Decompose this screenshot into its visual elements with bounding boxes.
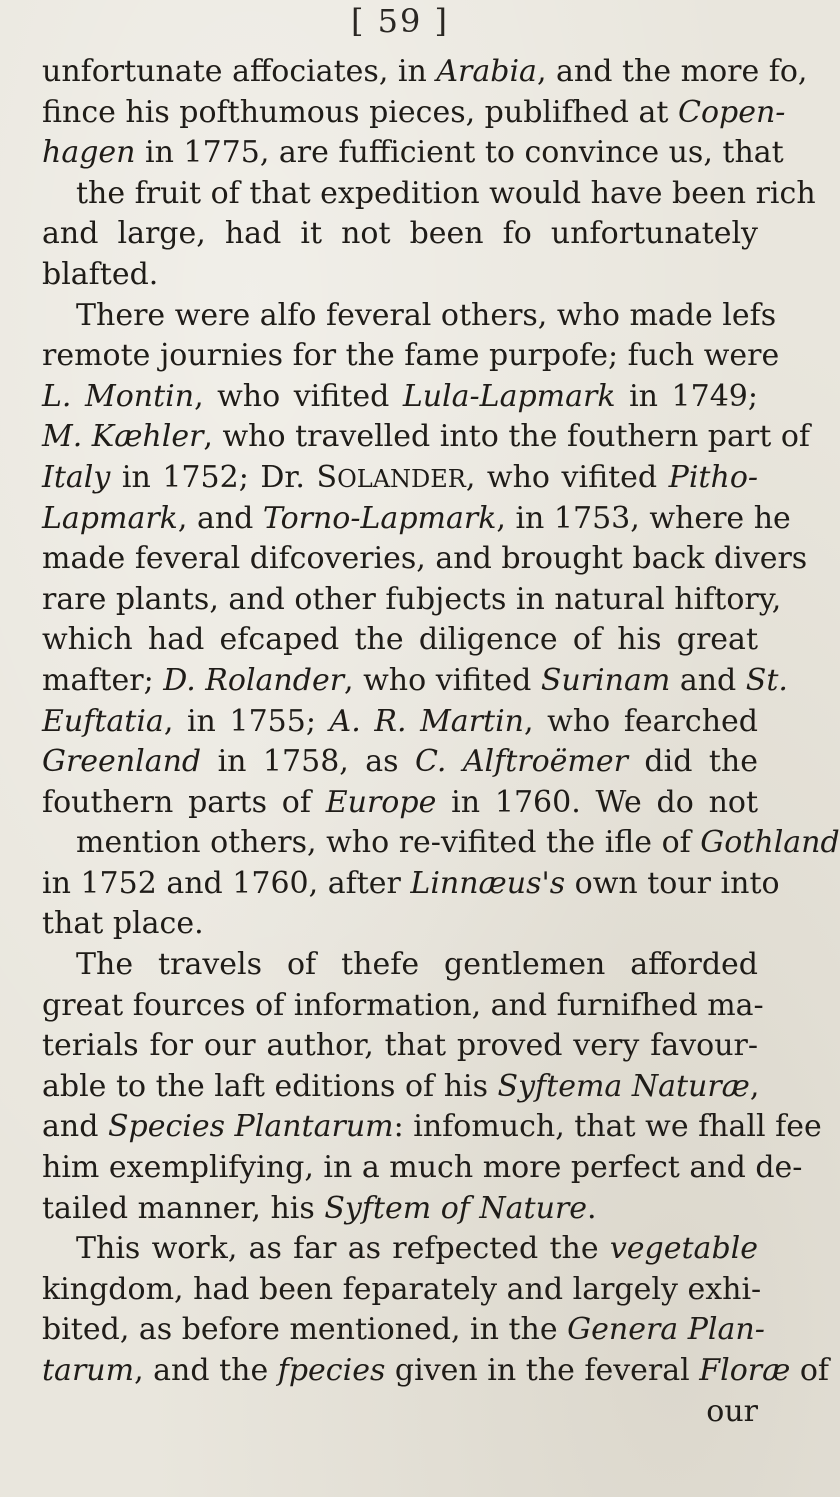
text-line: There were alfo feveral others, who made lefs: [76, 297, 777, 333]
text-line: tarum, and the fpecies given in the feveral Floræ of: [42, 1353, 830, 1388]
text-line: fouthern parts of Europe in 1760. We do not: [42, 784, 759, 820]
text-line: This work, as far as refpected the vegetable: [76, 1231, 758, 1267]
page-number: [ 59 ]: [350, 2, 450, 40]
text-line: rare plants, and other fubjects in natural hiftory,: [42, 581, 782, 617]
text-line: Euftatia, in 1755; A. R. Martin, who fearched: [42, 703, 758, 739]
text-line: that place.: [42, 906, 204, 942]
text-line: him exemplifying, in a much more perfect and de-: [42, 1150, 803, 1186]
text-line: made feveral difcoveries, and brought back divers: [42, 541, 808, 577]
text-line: the fruit of that expedition would have been rich: [76, 175, 816, 211]
text-line: terials for our author, that proved very favour-: [42, 1028, 758, 1064]
text-line: mafter; D. Rolander, who vifited Surinam and St.: [42, 662, 788, 698]
text-line: The travels of thefe gentlemen afforded: [76, 947, 758, 983]
text-line: able to the laft editions of his Syftema Naturæ,: [42, 1068, 760, 1104]
text-line: in 1752 and 1760, after Linnæus's own tour into: [42, 865, 780, 901]
text-line: kingdom, had been feparately and largely exhi-: [42, 1271, 762, 1307]
catchword: our: [706, 1393, 758, 1429]
text-line: remote journies for the fame purpofe; fuch were: [42, 338, 780, 374]
text-line: Lapmark, and Torno-Lapmark, in 1753, where he: [42, 500, 791, 536]
text-line: blafted.: [42, 256, 159, 292]
text-line: and Species Plantarum: infomuch, that we fhall fee: [42, 1109, 822, 1145]
text-line: and large, had it not been fo unfortunately: [42, 216, 758, 252]
text-line: mention others, who re-vifited the ifle of Gothland: [76, 825, 840, 861]
text-line: great fources of information, and furnifhed ma-: [42, 987, 764, 1023]
text-line: L. Montin, who vifited Lula-Lapmark in 1749;: [42, 378, 758, 414]
text-line: M. Kæhler, who travelled into the fouthern part of: [42, 419, 810, 455]
text-line: unfortunate affociates, in Arabia, and the more fo,: [42, 54, 808, 89]
text-line: Greenland in 1758, as C. Alftroëmer did the: [42, 744, 758, 780]
text-line: hagen in 1775, are fufficient to convince us, that: [42, 135, 784, 171]
text-line: fince his pofthumous pieces, publifhed at Copen-: [42, 94, 786, 130]
text-line: tailed manner, his Syftem of Nature.: [42, 1190, 597, 1226]
text-line: bited, as before mentioned, in the Genera Plan-: [42, 1312, 765, 1348]
text-line: which had efcaped the diligence of his great: [42, 622, 758, 658]
body-text: [42, 52, 840, 1432]
text-line: Italy in 1752; Dr. SOLANDER, who vifited Pitho-: [42, 459, 759, 495]
